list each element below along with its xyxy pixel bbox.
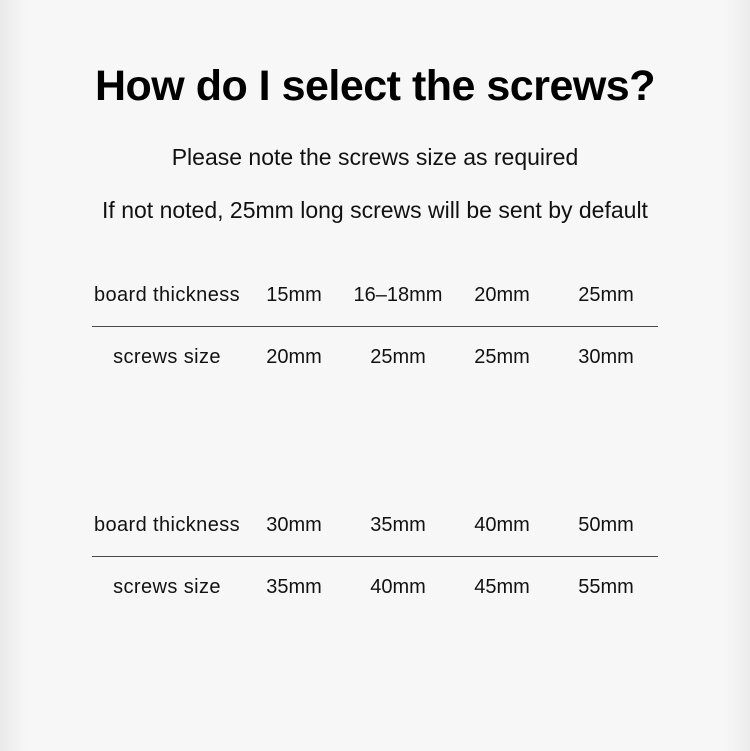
- row-label-board-thickness: board thickness: [92, 495, 242, 557]
- cell-screws-1: 20mm: [266, 345, 322, 368]
- screw-size-table-1: [92, 265, 658, 388]
- screw-size-tables: [48, 265, 702, 618]
- cell-screws-3: 25mm: [474, 345, 530, 368]
- cell-thickness-1: 15mm: [242, 265, 346, 327]
- cell-thickness-1: 30mm: [242, 495, 346, 557]
- table-row: [92, 326, 658, 388]
- row-label-screws-size: screws size: [113, 575, 221, 598]
- cell-screws-3: 45mm: [474, 575, 530, 598]
- table-row: [92, 495, 658, 557]
- screw-size-table-2: [92, 495, 658, 618]
- note-line-2: If not noted, 25mm long screws will be sent by default: [102, 197, 648, 224]
- table-row: [92, 265, 658, 327]
- cell-screws-4: 30mm: [578, 345, 634, 368]
- cell-screws-2: 25mm: [370, 345, 426, 368]
- row-label-screws-size: screws size: [113, 345, 221, 368]
- cell-thickness-4: 50mm: [554, 495, 658, 557]
- note-line-1: Please note the screws size as required: [171, 144, 579, 171]
- cell-screws-4: 55mm: [578, 575, 634, 598]
- row-label-board-thickness: board thickness: [92, 265, 242, 327]
- cell-thickness-4: 25mm: [554, 265, 658, 327]
- cell-thickness-2: 16–18mm: [346, 265, 450, 327]
- cell-thickness-3: 40mm: [450, 495, 554, 557]
- cell-screws-2: 40mm: [370, 575, 426, 598]
- cell-screws-1: 35mm: [266, 575, 322, 598]
- cell-thickness-2: 35mm: [346, 495, 450, 557]
- table-row: [92, 556, 658, 618]
- cell-thickness-3: 20mm: [450, 265, 554, 327]
- page-title: How do I select the screws?: [94, 62, 655, 110]
